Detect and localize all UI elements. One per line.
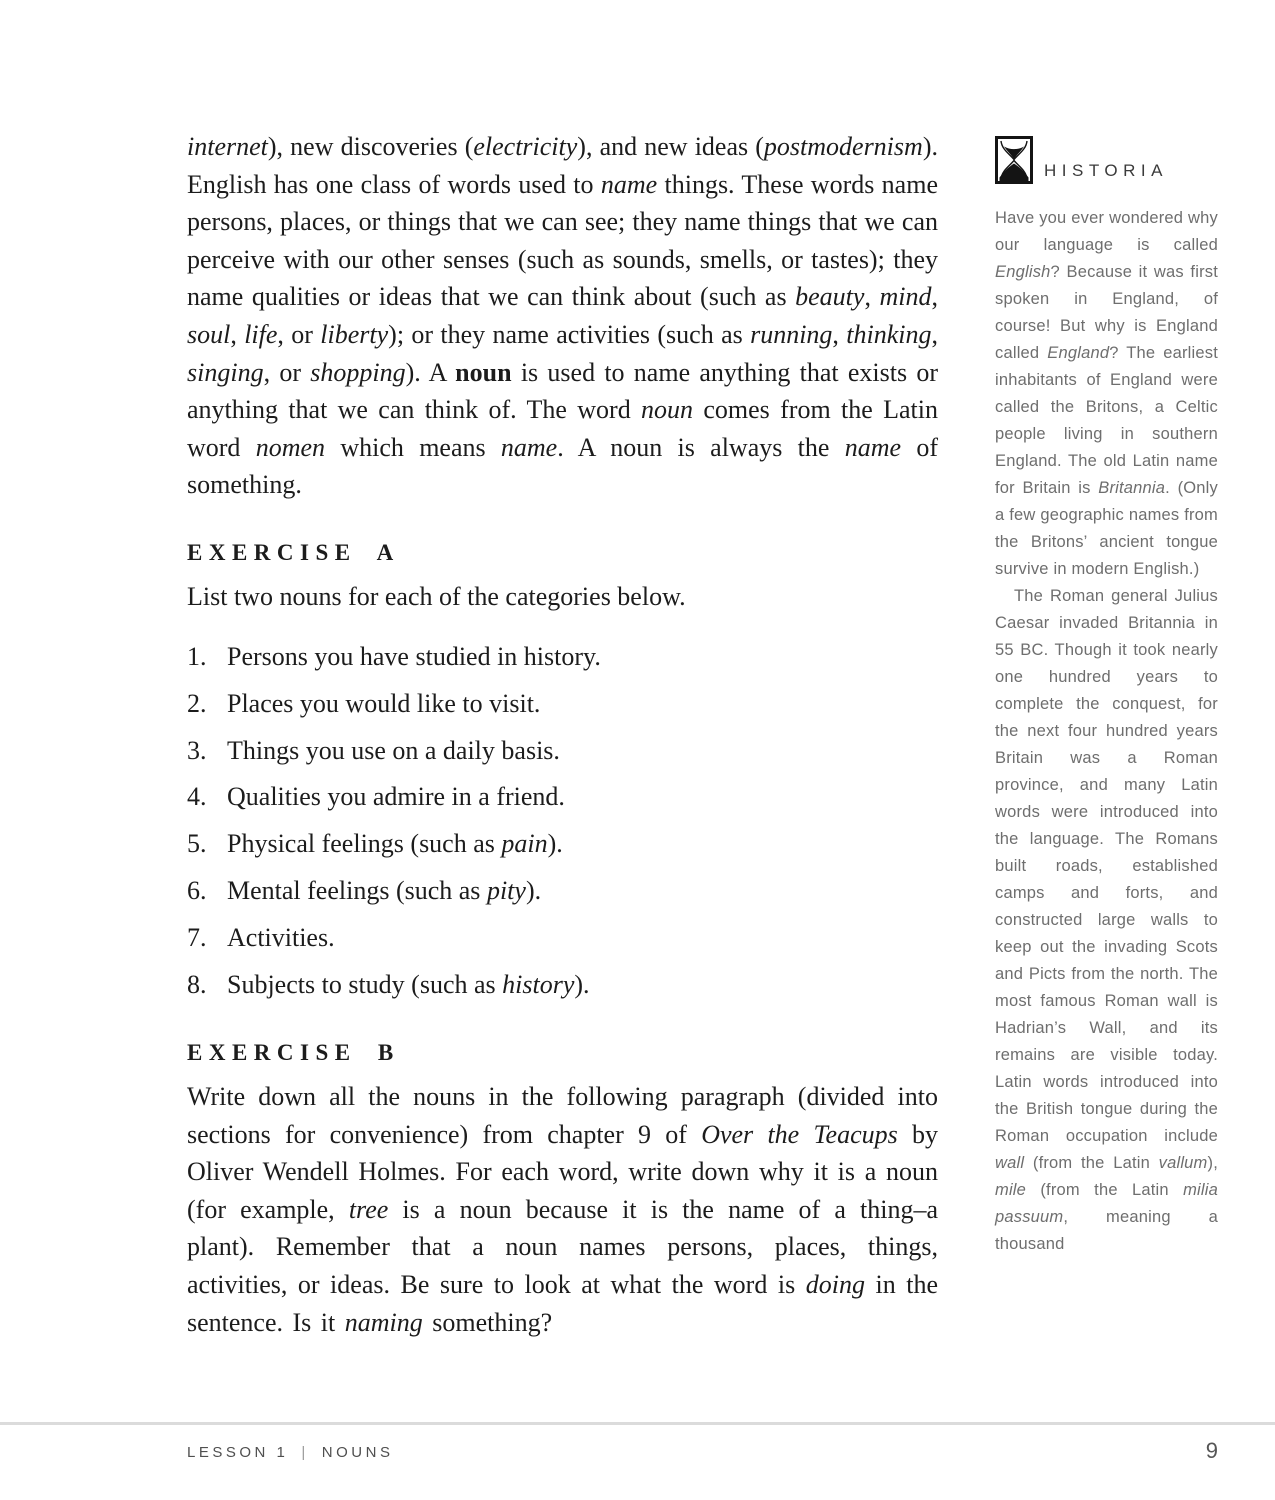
footer-divider <box>0 1422 1275 1425</box>
exercise-a-list <box>187 638 938 1004</box>
historia-sidebar <box>995 136 1218 1258</box>
list-item <box>187 778 938 816</box>
sidebar-paragraph: Have you ever wondered why our language is called English? Because it was first spoken in England, of course! But why is England called England? The earliest inhabitants of England were called the Britons, a Celtic people living in southern England. The old Latin name for Britain is Britannia. (Only a few geographic names from the Britons’ ancient tongue survive in modern English.) <box>995 209 1218 578</box>
list-item-text: Physical feelings (such as pain). <box>227 829 563 859</box>
hourglass-icon <box>995 136 1033 184</box>
list-item <box>187 638 938 676</box>
footer-breadcrumb <box>187 1444 393 1461</box>
list-item <box>187 966 938 1004</box>
list-item-text: Qualities you admire in a friend. <box>227 782 565 812</box>
list-item <box>187 685 938 723</box>
list-item-number: 5. <box>187 829 207 859</box>
list-item <box>187 732 938 770</box>
list-item-number: 8. <box>187 970 207 1000</box>
list-item-text: Activities. <box>227 923 335 953</box>
list-item-number: 3. <box>187 735 207 765</box>
sidebar-header <box>995 136 1218 184</box>
list-item-number: 2. <box>187 688 207 718</box>
page-number: 9 <box>1205 1438 1218 1463</box>
exercise-a-heading: EXERCISE A <box>187 539 400 565</box>
list-item-text: Subjects to study (such as history). <box>227 970 590 1000</box>
sidebar-body <box>995 205 1218 1258</box>
list-item-text: Mental feelings (such as pity). <box>227 876 542 906</box>
sidebar-paragraph: The Roman general Julius Caesar invaded Britannia in 55 BC. Though it took nearly one hundred years to complete the conquest, for the next four hundred years Britain was a Roman province, and many Latin words were introduced into the language. The Romans built roads, established camps and forts, and constructed large walls to keep out the invading Scots and Picts from the north. The most famous Roman wall is Hadrian’s Wall, and its remains are visible today. Latin words introduced into the British tongue during the Roman occupation include wall (from the Latin vallum), mile (from the Latin milia passuum, meaning a thousand <box>995 587 1218 1253</box>
exercise-b-body: Write down all the nouns in the following paragraph (divided into sections for convenience) from chapter 9 of Over the Teacups by Oliver Wendell Holmes. For each word, write down why it is a noun (for example, tree is a noun because it is the name of a thing–a plant). Remember that a noun names persons, places, things, activities, or ideas. Be sure to look at what the word is doing in the sentence. Is it naming something? <box>187 1082 939 1337</box>
exercise-a-lead: List two nouns for each of the categories below. <box>187 581 686 611</box>
list-item <box>187 919 938 957</box>
list-item-text: Persons you have studied in history. <box>227 641 601 671</box>
list-item-number: 6. <box>187 876 207 906</box>
footer-section-label: NOUNS <box>321 1444 394 1461</box>
footer-lesson-label: LESSON 1 <box>187 1444 289 1461</box>
list-item-number: 1. <box>187 641 207 671</box>
list-item-text: Places you would like to visit. <box>227 688 541 718</box>
exercise-b-heading: EXERCISE B <box>187 1040 400 1066</box>
main-column <box>187 128 938 1341</box>
list-item-number: 4. <box>187 782 207 812</box>
list-item <box>187 825 938 863</box>
list-item-number: 7. <box>187 923 207 953</box>
sidebar-title: HISTORIA <box>1044 161 1168 180</box>
list-item <box>187 872 938 910</box>
intro-paragraph: internet), new discoveries (electricity), and new ideas (postmodernism). English has one class of words used to name things. These words name persons, places, or things that we can see; they name things that we can perceive with our other senses (such as sounds, smells, or tastes); they name qualities or ideas that we can think about (such as beauty, mind, soul, life, or liberty); or they name activities (such as running, thinking, singing, or shopping). A noun is used to name anything that exists or anything that we can think of. The word noun comes from the Latin word nomen which means name. A noun is always the name of something. <box>187 132 939 500</box>
footer-separator: | <box>301 1444 309 1461</box>
list-item-text: Things you use on a daily basis. <box>227 735 560 765</box>
